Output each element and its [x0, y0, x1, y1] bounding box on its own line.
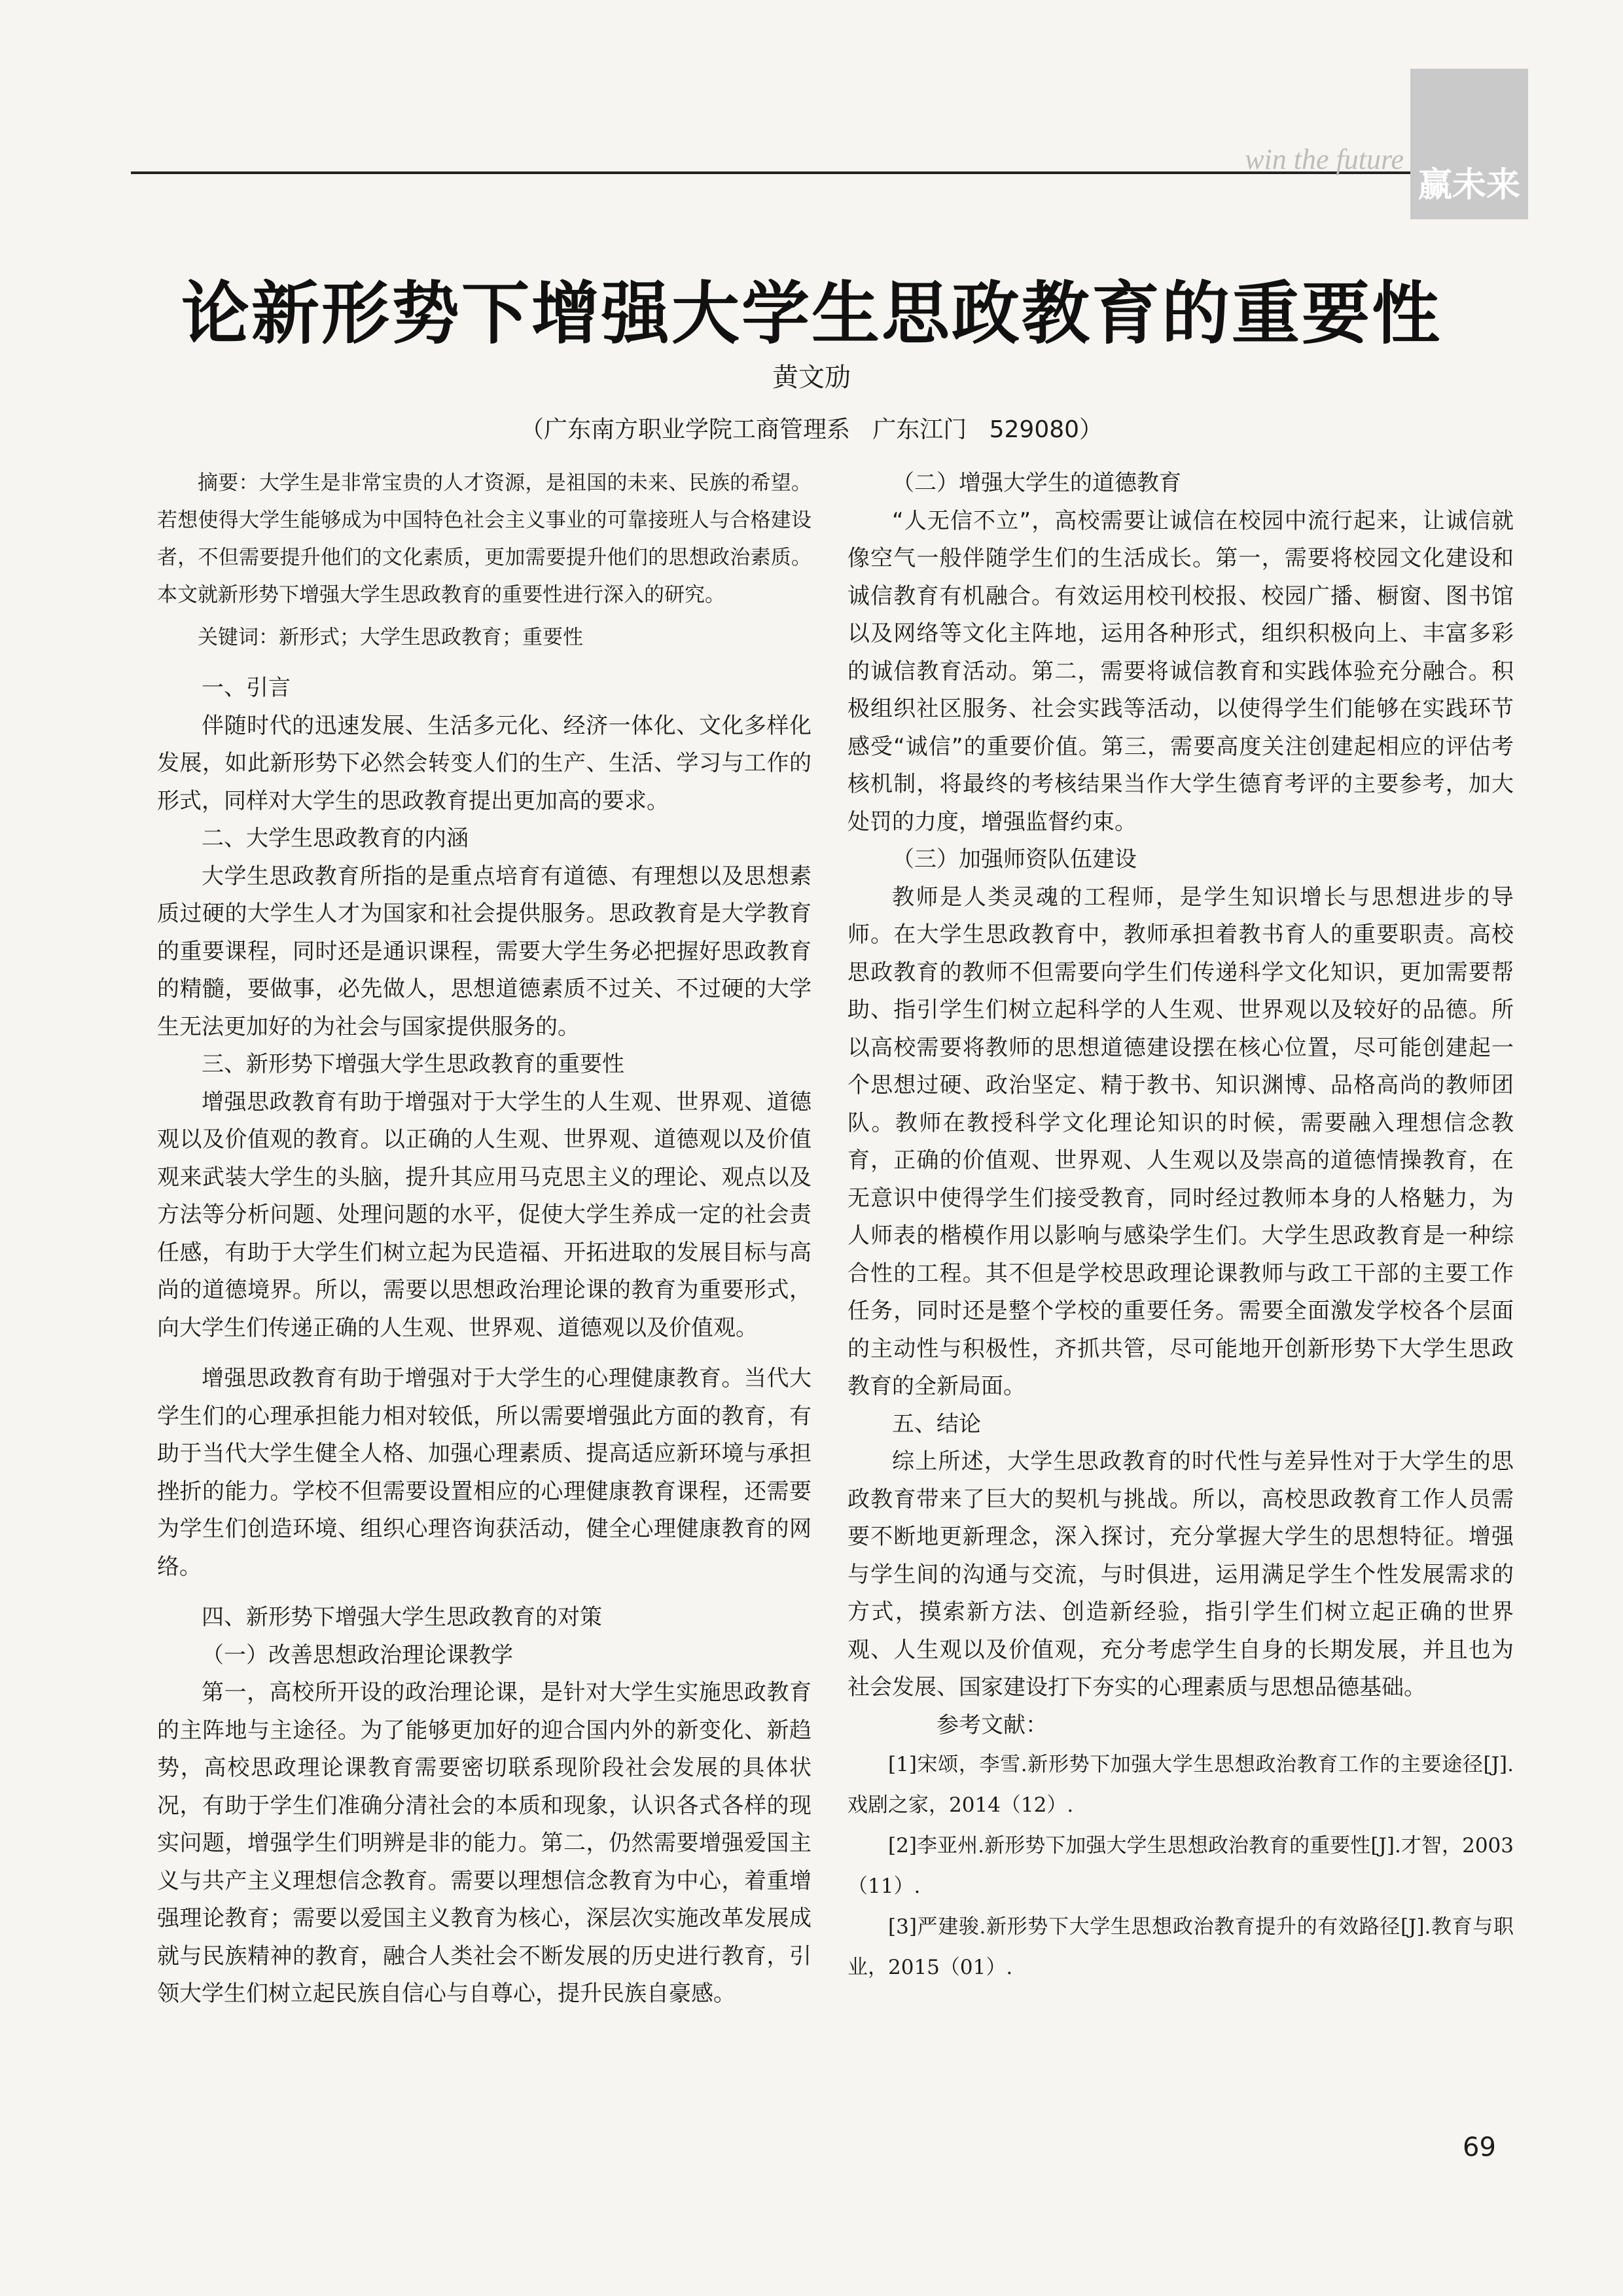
section-1-title: 一、引言 — [202, 675, 291, 701]
reference-3: [3]严建骏.新形势下大学生思想政治教育提升的有效路径[J].教育与职业，2015（01）. — [847, 1915, 1514, 1979]
affiliation: （广东南方职业学院工商管理系 广东江门 529080） — [520, 416, 1103, 443]
keywords: 关键词：新形式；大学生思政教育；重要性 — [198, 626, 583, 649]
section-4-sub-2-paragraph: “人无信不立”，高校需要让诚信在校园中流行起来，让诚信就像空气一般伴随学生们的生活成长。第一，需要将校园文化建设和诚信教育有机融合。有效运用校刊校报、校园广播、橱窗、图书馆以及网络等文化主阵地，运用各种形式，组织积极向上、丰富多彩的诚信教育活动。第二，需要将诚信教育和实践体验充分融合。积极组织社区服务、社会实践等活动，以使得学生们能够在实践环节感受“诚信”的重要价值。第三，需要高度关注创建起相应的评估考核机制，将最终的考核结果当作大学生德育考评的主要参考，加大处罚的力度，增强监督约束。 — [847, 507, 1514, 835]
section-4-sub-1-paragraph: 第一，高校所开设的政治理论课，是针对大学生实施思政教育的主阵地与主途径。为了能够更加好的迎合国内外的新变化、新趋势，高校思政理论课教育需要密切联系现阶段社会发展的具体状况，有助于学生们准确分清社会的本质和现象，认识各式各样的现实问题，增强学生们明辨是非的能力。第二，仍然需要增强爱国主义与共产主义理想信念教育。需要以理想信念教育为中心，着重增强理论教育；需要以爱国主义教育为核心，深层次实施改革发展成就与民族精神的教育，融合人类社会不断发展的历史进行教育，引领大学生们树立起民族自信心与自尊心，提升民族自豪感。 — [157, 1679, 812, 2007]
right-column — [847, 465, 1514, 1988]
section-3-paragraph-2: 增强思政教育有助于增强对于大学生的心理健康教育。当代大学生们的心理承担能力相对较低，所以需要增强此方面的教育，有助于当代大学生健全人格、加强心理素质、提高适应新环境与承担挫折的能力。学校不但需要设置相应的心理健康教育课程，还需要为学生们创造环境、组织心理咨询获活动，健全心理健康教育的网络。 — [157, 1365, 812, 1580]
section-5-title: 五、结论 — [892, 1410, 981, 1437]
abstract: 摘要：大学生是非常宝贵的人才资源，是祖国的未来、民族的希望。若想使得大学生能够成为中国特色社会主义事业的可靠接班人与合格建设者，不但需要提升他们的文化素质，更加需要提升他们的思想政治素质。本文就新形势下增强大学生思政教育的重要性进行深入的研究。 — [157, 471, 812, 607]
section-1-paragraph: 伴随时代的迅速发展、生活多元化、经济一体化、文化多样化发展，如此新形势下必然会转变人们的生产、生活、学习与工作的形式，同样对大学生的思政教育提出更加高的要求。 — [157, 712, 812, 814]
header-tag-en: win the future — [1245, 143, 1404, 175]
section-3-title: 三、新形势下增强大学生思政教育的重要性 — [202, 1051, 624, 1077]
author: 黄文劢 — [772, 363, 851, 393]
section-4-sub-1-title: （一）改善思想政治理论课教学 — [202, 1641, 513, 1668]
section-4-title: 四、新形势下增强大学生思政教育的对策 — [202, 1604, 602, 1630]
reference-2: [2]李亚州.新形势下加强大学生思想政治教育的重要性[J].才智，2003（11）. — [847, 1834, 1514, 1898]
reference-1: [1]宋颂，李雪.新形势下加强大学生思想政治教育工作的主要途径[J].戏剧之家，2014（12）. — [847, 1753, 1514, 1817]
section-3-paragraph-1: 增强思政教育有助于增强对于大学生的人生观、世界观、道德观以及价值观的教育。以正确的人生观、世界观、道德观以及价值观来武装大学生的头脑，提升其应用马克思主义的理论、观点以及方法等分析问题、处理问题的水平，促使大学生养成一定的社会责任感，有助于大学生们树立起为民造福、开拓进取的发展目标与高尚的道德境界。所以，需要以思想政治理论课的教育为重要形式，向大学生们传递正确的人生观、世界观、道德观以及价值观。 — [157, 1088, 812, 1341]
section-4-sub-3-title: （三）加强师资队伍建设 — [892, 846, 1137, 872]
section-4-sub-3-paragraph: 教师是人类灵魂的工程师，是学生知识增长与思想进步的导师。在大学生思政教育中，教师承担着教书育人的重要职责。高校思政教育的教师不但需要向学生们传递科学文化知识，更加需要帮助、指引学生们树立起科学的人生观、世界观以及较好的品德。所以高校需要将教师的思想道德建设摆在核心位置，尽可能创建起一个思想过硬、政治坚定、精于教书、知识渊博、品格高尚的教师团队。教师在教授科学文化理论知识的时候，需要融入理想信念教育，正确的价值观、世界观、人生观以及崇高的道德情操教育，在无意识中使得学生们接受教育，同时经过教师本身的人格魅力，为人师表的楷模作用以影响与感染学生们。大学生思政教育是一种综合性的工程。其不但是学校思政理论课教师与政工干部的主要工作任务，同时还是整个学校的重要任务。需要全面激发学校各个层面的主动性与积极性，齐抓共管，尽可能地开创新形势下大学生思政教育的全新局面。 — [847, 884, 1514, 1399]
section-2-title: 二、大学生思政教育的内涵 — [202, 825, 469, 852]
references-title: 参考文献： — [936, 1712, 1048, 1738]
section-4-sub-2-title: （二）增强大学生的道德教育 — [892, 470, 1181, 496]
section-5-paragraph: 综上所述，大学生思政教育的时代性与差异性对于大学生的思政教育带来了巨大的契机与挑战。所以，高校思政教育工作人员需要不断地更新理念，深入探讨，充分掌握大学生的思想特征。增强与学生间的沟通与交流，与时俱进，运用满足学生个性发展需求的方式，摸索新方法、创造新经验，指引学生们树立起正确的世界观、人生观以及价值观，充分考虑学生自身的长期发展，并且也为社会发展、国家建设打下夯实的心理素质与思想品德基础。 — [847, 1448, 1514, 1700]
article-title: 论新形势下增强大学生思政教育的重要性 — [181, 274, 1442, 353]
page-number: 69 — [1463, 2132, 1496, 2162]
header-rule — [131, 171, 1419, 174]
section-2-paragraph: 大学生思政教育所指的是重点培育有道德、有理想以及思想素质过硬的大学生人才为国家和社会提供服务。思政教育是大学教育的重要课程，同时还是通识课程，需要大学生务必把握好思政教育的精髓，要做事，必先做人，思想道德素质不过关、不过硬的大学生无法更加好的为社会与国家提供服务的。 — [157, 863, 812, 1040]
header-tag-cn: 赢未来 — [1410, 69, 1528, 219]
left-column — [157, 465, 812, 2013]
